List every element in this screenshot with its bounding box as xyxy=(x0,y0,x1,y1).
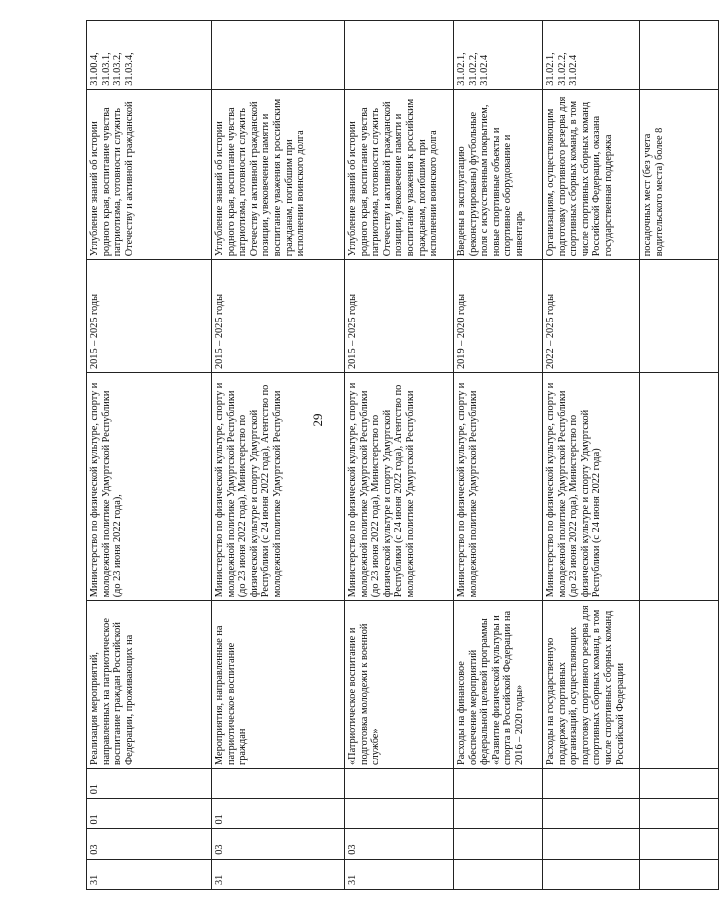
code-cell-3: 01 xyxy=(212,799,345,829)
indicators-cell: 31.02.1, 31.02.2, 31.02.4 xyxy=(543,21,640,90)
code-cell-2: 03 xyxy=(345,829,454,859)
indicators-cell: 31.00.4, 31.03.1, 31.03.2, 31.03.4, xyxy=(87,21,212,90)
activity-name-cell: «Патриотическое воспитание и подготовка молодежи к военной службе» xyxy=(345,601,454,769)
code-cell-3 xyxy=(345,799,454,829)
code-cell-1: 31 xyxy=(212,859,345,889)
code-cell-2 xyxy=(543,829,640,859)
executor-cell: Министерство по физической культуре, спорту и молодежной политике Удмуртской Республики (до 23 июня 2022 года), Министерство по физической культуре и спорту Удмуртской Республики (с 24 июня 2022 года) xyxy=(543,373,640,601)
code-cell-3 xyxy=(543,799,640,829)
page-number: 29 xyxy=(310,413,325,427)
table-row xyxy=(212,21,345,890)
period-cell: 2015 – 2025 годы xyxy=(212,260,345,373)
code-cell-3 xyxy=(454,799,543,829)
table-row xyxy=(640,21,719,890)
code-cell-1 xyxy=(640,859,719,889)
activity-name-cell: Расходы на финансовое обеспечение мероприятий федеральной целевой программы «Развитие физической культуры и спорта в Российской Федерации на 2016 – 2020 годы» xyxy=(454,601,543,769)
indicators-cell xyxy=(345,21,454,90)
table-row xyxy=(454,21,543,890)
code-cell-4 xyxy=(345,769,454,799)
period-cell xyxy=(640,260,719,373)
executor-cell: Министерство по физической культуре, спорту и молодежной политике Удмуртской Республики xyxy=(454,373,543,601)
period-cell: 2015 – 2025 годы xyxy=(345,260,454,373)
executor-cell: Министерство по физической культуре, спорту и молодежной политике Удмуртской Республики (до 23 июня 2022 года), xyxy=(87,373,212,601)
code-cell-4: 01 xyxy=(87,769,212,799)
executor-cell xyxy=(640,373,719,601)
code-cell-2: 03 xyxy=(212,829,345,859)
indicators-cell xyxy=(640,21,719,90)
code-cell-3: 01 xyxy=(87,799,212,829)
program-table xyxy=(86,20,719,890)
code-cell-2 xyxy=(454,829,543,859)
activity-name-cell: Реализация мероприятий, направленных на патриотическое воспитание граждан Российской Федерации, проживающих на xyxy=(87,601,212,769)
expected-result-cell: посадочных мест (без учета водительского места) более 8 xyxy=(640,89,719,260)
expected-result-cell: Углубление знаний об истории родного края, воспитание чувства патриотизма, готовности служить Отечеству и активной гражданской xyxy=(87,89,212,260)
code-cell-4 xyxy=(640,769,719,799)
expected-result-cell: Углубление знаний об истории родного края, воспитание чувства патриотизма, готовности служить Отечеству и активной гражданской позиции, увековечение памяти и воспитание уважения к российским гражданам, погибшим при исполнении воинского долга xyxy=(212,89,345,260)
executor-cell: Министерство по физической культуре, спорту и молодежной политике Удмуртской Республики (до 23 июня 2022 года), Министерство по физической культуре и спорту Удмуртской Республики (с 24 июня 2022 года), Агентство по молодежной политике Удмуртской Республики xyxy=(212,373,345,601)
activity-name-cell xyxy=(640,601,719,769)
expected-result-cell: Введены в эксплуатацию (реконструированы) футбольные поля с искусственным покрытием, новые спортивные объекты и спортивное оборудование и инвентарь xyxy=(454,89,543,260)
expected-result-cell: Организациям, осуществляющим подготовку спортивного резерва для спортивных сборных команд, в том числе спортивных сборных команд Российской Федерации, оказана государственная поддержка xyxy=(543,89,640,260)
table-body xyxy=(87,21,719,890)
code-cell-1 xyxy=(543,859,640,889)
expected-result-cell: Углубление знаний об истории родного края, воспитание чувства патриотизма, готовности служить Отечеству и активной гражданской позиции, увековечение памяти и воспитание уважения к российским гражданам, погибшим при исполнении воинского долга xyxy=(345,89,454,260)
code-cell-1 xyxy=(454,859,543,889)
period-cell: 2022 – 2025 годы xyxy=(543,260,640,373)
code-cell-1: 31 xyxy=(345,859,454,889)
executor-cell: Министерство по физической культуре, спорту и молодежной политике Удмуртской Республики (до 23 июня 2022 года), Министерство по физической культуре и спорту Удмуртской Республики (с 24 июня 2022 года), Агентство по молодежной политике Удмуртской Республики xyxy=(345,373,454,601)
table-row xyxy=(87,21,212,890)
period-cell: 2015 – 2025 годы xyxy=(87,260,212,373)
code-cell-2 xyxy=(640,829,719,859)
activity-name-cell: Расходы на государственную поддержку спортивных организаций, осуществляющих подготовку спортивного резерва для спортивных сборных команд, в том числе спортивных сборных команд Российской Федерации xyxy=(543,601,640,769)
period-cell: 2019 – 2020 годы xyxy=(454,260,543,373)
activity-name-cell: Мероприятия, направленные на патриотическое воспитание граждан xyxy=(212,601,345,769)
code-cell-4 xyxy=(454,769,543,799)
code-cell-4 xyxy=(212,769,345,799)
rotated-table-container xyxy=(86,20,665,890)
code-cell-4 xyxy=(543,769,640,799)
code-cell-1: 31 xyxy=(87,859,212,889)
code-cell-2: 03 xyxy=(87,829,212,859)
indicators-cell xyxy=(212,21,345,90)
table-row xyxy=(345,21,454,890)
indicators-cell: 31.02.1, 31.02.2, 31.02.4 xyxy=(454,21,543,90)
table-row xyxy=(543,21,640,890)
code-cell-3 xyxy=(640,799,719,829)
